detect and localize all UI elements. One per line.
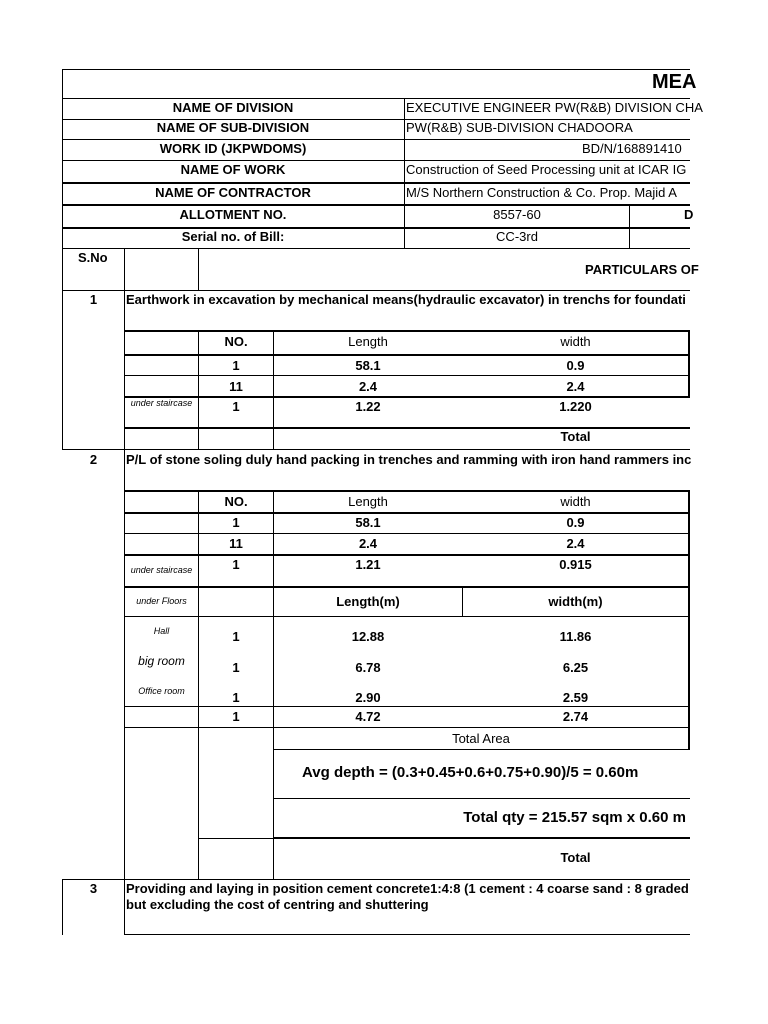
item1-row2-width: 2.4 — [566, 379, 585, 394]
item2-floor1-no: 1 — [232, 629, 240, 644]
item2-description: P/L of stone soling duly hand packing in trenches and ramming with iron hand rammers inc — [126, 452, 692, 467]
item2-total-qty: Total qty = 215.57 sqm x 0.60 m — [463, 809, 686, 826]
item2-floor3-length: 2.90 — [355, 690, 381, 705]
i2-hr-f — [124, 616, 690, 617]
item2-floor1-width: 11.86 — [559, 629, 592, 644]
item1-row2-length: 2.4 — [358, 379, 378, 394]
subdivision-value: PW(R&B) SUB-DIVISION CHADOORA — [406, 120, 633, 135]
bill-value: CC-3rd — [496, 229, 538, 244]
item2-floor4-length: 4.72 — [355, 709, 381, 724]
item2-row2-length: 2.4 — [358, 536, 378, 551]
item1-no: 1 — [89, 292, 98, 307]
bill-label: Serial no. of Bill: — [181, 229, 285, 244]
item3-no: 3 — [89, 881, 98, 896]
item2-row1-no: 1 — [232, 515, 240, 530]
item2-floor3-width: 2.59 — [562, 690, 589, 705]
item2-row2-no: 11 — [229, 536, 243, 551]
particulars-header: PARTICULARS OF — [585, 262, 699, 277]
item1-description: Earthwork in excavation by mechanical means(hydraulic excavator) in trenchs for foundati — [126, 292, 686, 307]
item1-row1-length: 58.1 — [355, 358, 381, 373]
hr-3 — [62, 139, 690, 140]
item1-total: Total — [560, 429, 591, 444]
item2-floor3-label: Office room — [138, 686, 185, 696]
i1-vr — [688, 330, 690, 398]
item2-row2-width: 2.4 — [566, 536, 585, 551]
item3-description-line2: but excluding the cost of centring and shuttering — [126, 897, 429, 912]
item1-row1-width: 0.9 — [566, 358, 585, 373]
item1-row3-width: 1.220 — [559, 399, 592, 414]
allotment-label: ALLOTMENT NO. — [179, 207, 287, 222]
i3-hr — [124, 934, 690, 935]
item2-row3-label: under staircase — [130, 565, 193, 575]
item2-row3-length: 1.21 — [355, 557, 381, 572]
item2-col-no: NO. — [224, 494, 248, 509]
subdivision-label: NAME OF SUB-DIVISION — [156, 120, 310, 135]
sno-header: S.No — [78, 250, 108, 265]
item2-floor2-width: 6.25 — [562, 660, 589, 675]
allotment-value: 8557-60 — [493, 207, 541, 222]
item2-floor3-no: 1 — [232, 690, 240, 705]
hr-5 — [62, 182, 690, 184]
item2-floor4-no: 1 — [232, 709, 240, 724]
hr-9 — [62, 290, 690, 291]
top-border — [62, 69, 690, 70]
item2-floor4-width: 2.74 — [562, 709, 589, 724]
item1-col-width: width — [560, 334, 591, 349]
item1-row2-no: 11 — [229, 379, 243, 394]
item2-avg-depth: Avg depth = (0.3+0.45+0.6+0.75+0.90)/5 = 0.60m — [302, 764, 639, 781]
i2-hr-m — [62, 879, 690, 880]
sheet-title: MEA — [652, 71, 697, 93]
item3-description-line1: Providing and laying in position cement concrete1:4:8 (1 cement : 4 coarse sand : 8 graded — [126, 881, 689, 896]
item2-col-length-m: Length(m) — [336, 594, 400, 609]
item2-floor1-label: Hall — [153, 626, 170, 636]
i1-hr-b — [124, 354, 690, 356]
item2-row1-length: 58.1 — [355, 515, 381, 530]
work-label: NAME OF WORK — [180, 162, 286, 177]
workid-value: BD/N/168891410 — [582, 141, 682, 156]
contractor-value: M/S Northern Construction & Co. Prop. Majid A — [406, 185, 677, 200]
item1-row1-no: 1 — [232, 358, 240, 373]
item2-total: Total — [560, 850, 591, 865]
i1-hr-c — [124, 375, 690, 376]
item2-col-length: Length — [348, 494, 388, 509]
i2-hr-i — [273, 749, 690, 750]
i2-hr-d — [124, 554, 690, 556]
item2-col-width: width — [560, 494, 591, 509]
i2-hr-l — [198, 838, 273, 839]
hr-8 — [62, 248, 690, 249]
item1-row3-no: 1 — [232, 399, 240, 414]
sno-vdiv — [124, 248, 125, 935]
item2-row1-width: 0.9 — [566, 515, 585, 530]
item2-row3-no: 1 — [232, 557, 240, 572]
i2-hr-k — [273, 837, 690, 839]
division-value: EXECUTIVE ENGINEER PW(R&B) DIVISION CHA — [406, 100, 703, 115]
i2-hr-j — [273, 798, 690, 799]
item2-no: 2 — [89, 452, 98, 467]
item1-row3-length: 1.22 — [355, 399, 381, 414]
item2-floor2-length: 6.78 — [355, 660, 381, 675]
item2-floor1-length: 12.88 — [351, 629, 385, 644]
i1-hr-f — [62, 449, 690, 450]
item2-floor2-label: big room — [138, 654, 185, 668]
i2-hr-e — [124, 586, 690, 588]
item2-total-area: Total Area — [452, 731, 510, 746]
item2-row3-width: 0.915 — [559, 557, 592, 572]
workid-label: WORK ID (JKPWDOMS) — [159, 141, 307, 156]
item1-col-length: Length — [348, 334, 388, 349]
work-value: Construction of Seed Processing unit at ICAR IG — [406, 162, 687, 177]
hr-4 — [62, 160, 690, 161]
part-vdiv-top — [198, 248, 199, 291]
item1-row3-label: under staircase — [130, 398, 193, 408]
hr-1 — [62, 98, 690, 99]
i1-hr-a — [124, 330, 690, 332]
contractor-label: NAME OF CONTRACTOR — [155, 185, 311, 200]
item2-floor2-no: 1 — [232, 660, 240, 675]
division-label: NAME OF DIVISION — [172, 100, 294, 115]
allot-vdiv — [629, 204, 630, 249]
item1-col-no: NO. — [224, 334, 248, 349]
i2-hr-h — [124, 727, 690, 728]
header-vdiv — [404, 98, 405, 249]
item2-col-width-m: width(m) — [548, 594, 603, 609]
allotment-extra: D — [684, 207, 694, 222]
hr-6 — [62, 204, 690, 206]
i2-hr-a — [124, 490, 690, 492]
i2-hr-b — [124, 512, 690, 514]
i2-hr-c — [124, 533, 690, 534]
i2-vr — [688, 490, 690, 750]
item2-floors-label: under Floors — [136, 596, 187, 606]
i1-hr-d — [124, 396, 690, 398]
i2-hr-g — [124, 706, 690, 707]
